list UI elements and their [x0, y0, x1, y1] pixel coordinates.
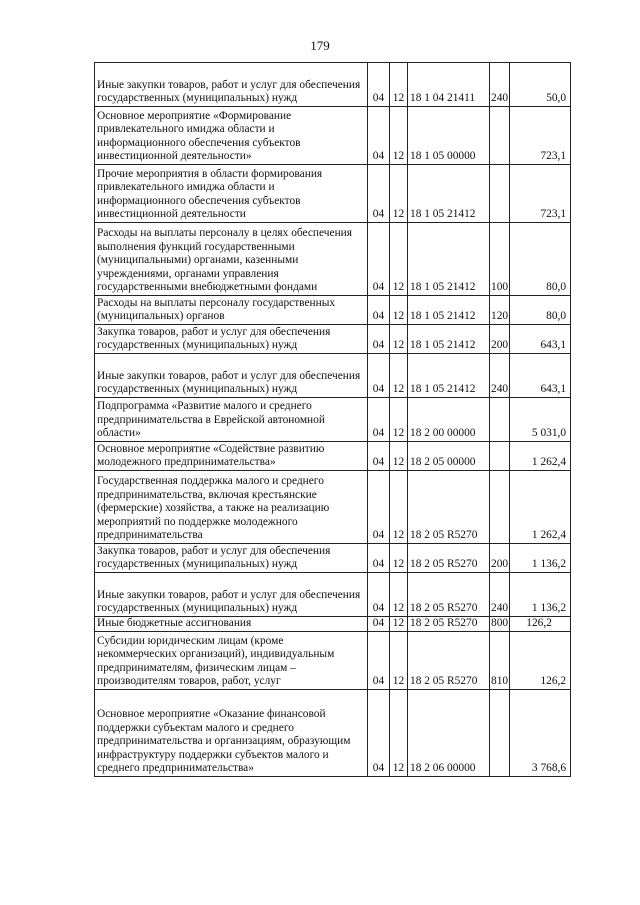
- row-target-code: 18 2 05 R5270: [408, 471, 490, 544]
- table-row: [95, 354, 571, 398]
- row-expense-type: 240: [490, 573, 510, 617]
- table-row: [95, 165, 571, 223]
- row-amount: 126,2: [510, 617, 571, 632]
- row-subsection: 12: [390, 107, 408, 165]
- row-expense-type: 200: [490, 544, 510, 573]
- row-target-code: 18 2 05 R5270: [408, 632, 490, 690]
- table-row: [95, 223, 571, 296]
- row-target-code: 18 1 05 21412: [408, 165, 490, 223]
- row-name: Расходы на выплаты персоналу в целях обеспечения выполнения функций государственными (муниципальными) органами, казенными учреждениями, органами управления государственными внебюджетными фондами: [95, 223, 368, 296]
- row-section: 04: [368, 632, 390, 690]
- table-row: [95, 442, 571, 471]
- table-row: [95, 63, 571, 107]
- row-target-code: 18 2 05 R5270: [408, 544, 490, 573]
- row-section: 04: [368, 325, 390, 354]
- row-amount: 1 262,4: [510, 471, 571, 544]
- row-section: 04: [368, 617, 390, 632]
- row-section: 04: [368, 223, 390, 296]
- row-name: Иные закупки товаров, работ и услуг для обеспечения государственных (муниципальных) нужд: [95, 63, 368, 107]
- row-subsection: 12: [390, 617, 408, 632]
- row-expense-type: 810: [490, 632, 510, 690]
- row-amount: 50,0: [510, 63, 571, 107]
- row-amount: 5 031,0: [510, 398, 571, 442]
- row-subsection: 12: [390, 442, 408, 471]
- row-expense-type: 120: [490, 296, 510, 325]
- table-row: [95, 471, 571, 544]
- row-section: 04: [368, 398, 390, 442]
- row-subsection: 12: [390, 544, 408, 573]
- table-row: [95, 544, 571, 573]
- row-amount: 126,2: [510, 632, 571, 690]
- row-subsection: 12: [390, 223, 408, 296]
- row-subsection: 12: [390, 471, 408, 544]
- row-expense-type: [490, 690, 510, 777]
- row-name: Закупка товаров, работ и услуг для обеспечения государственных (муниципальных) нужд: [95, 325, 368, 354]
- row-section: 04: [368, 573, 390, 617]
- row-section: 04: [368, 354, 390, 398]
- row-target-code: 18 1 05 21412: [408, 354, 490, 398]
- row-subsection: 12: [390, 325, 408, 354]
- row-name: Расходы на выплаты персоналу государственных (муниципальных) органов: [95, 296, 368, 325]
- row-expense-type: [490, 107, 510, 165]
- row-expense-type: [490, 442, 510, 471]
- table-row: [95, 296, 571, 325]
- row-target-code: 18 2 00 00000: [408, 398, 490, 442]
- row-name: Государственная поддержка малого и среднего предпринимательства, включая крестьянские (фермерские) хозяйства, а также на реализацию мероприятий по поддержке молодежного предпринимательства: [95, 471, 368, 544]
- row-section: 04: [368, 296, 390, 325]
- table-row: [95, 632, 571, 690]
- row-expense-type: 200: [490, 325, 510, 354]
- row-section: 04: [368, 471, 390, 544]
- row-expense-type: [490, 471, 510, 544]
- row-expense-type: 800: [490, 617, 510, 632]
- row-expense-type: 240: [490, 354, 510, 398]
- row-amount: 3 768,6: [510, 690, 571, 777]
- row-name: Иные закупки товаров, работ и услуг для обеспечения государственных (муниципальных) нужд: [95, 573, 368, 617]
- table-row: [95, 690, 571, 777]
- budget-table: [94, 62, 571, 777]
- row-target-code: 18 2 05 R5270: [408, 617, 490, 632]
- row-amount: 80,0: [510, 296, 571, 325]
- row-section: 04: [368, 442, 390, 471]
- table-row: [95, 573, 571, 617]
- row-target-code: 18 1 05 21412: [408, 296, 490, 325]
- row-expense-type: 240: [490, 63, 510, 107]
- table-row: [95, 398, 571, 442]
- row-expense-type: [490, 165, 510, 223]
- row-name: Закупка товаров, работ и услуг для обеспечения государственных (муниципальных) нужд: [95, 544, 368, 573]
- row-subsection: 12: [390, 165, 408, 223]
- row-amount: 1 136,2: [510, 544, 571, 573]
- row-subsection: 12: [390, 296, 408, 325]
- row-name: Иные закупки товаров, работ и услуг для обеспечения государственных (муниципальных) нужд: [95, 354, 368, 398]
- row-section: 04: [368, 165, 390, 223]
- row-name: Основное мероприятие «Формирование привлекательного имиджа области и информационного обеспечения субъектов инвестиционной деятельности»: [95, 107, 368, 165]
- row-amount: 723,1: [510, 107, 571, 165]
- row-amount: 1 262,4: [510, 442, 571, 471]
- row-name: Прочие мероприятия в области формирования привлекательного имиджа области и информационного обеспечения субъектов инвестиционной деятельности: [95, 165, 368, 223]
- row-subsection: 12: [390, 632, 408, 690]
- row-name: Субсидии юридическим лицам (кроме некоммерческих организаций), индивидуальным предпринимателям, физическим лицам – производителям товаров, работ, услуг: [95, 632, 368, 690]
- row-amount: 723,1: [510, 165, 571, 223]
- row-subsection: 12: [390, 63, 408, 107]
- table-row: [95, 107, 571, 165]
- row-expense-type: [490, 398, 510, 442]
- row-amount: 1 136,2: [510, 573, 571, 617]
- row-target-code: 18 2 06 00000: [408, 690, 490, 777]
- row-target-code: 18 1 05 21412: [408, 223, 490, 296]
- row-section: 04: [368, 107, 390, 165]
- row-target-code: 18 1 04 21411: [408, 63, 490, 107]
- row-subsection: 12: [390, 354, 408, 398]
- row-name: Основное мероприятие «Оказание финансовой поддержки субъектам малого и среднего предпринимательства и организациям, образующим инфраструктуру поддержки субъектов малого и среднего предпринимательства»: [95, 690, 368, 777]
- row-amount: 80,0: [510, 223, 571, 296]
- row-section: 04: [368, 690, 390, 777]
- row-subsection: 12: [390, 573, 408, 617]
- table-row: [95, 617, 571, 632]
- row-amount: 643,1: [510, 325, 571, 354]
- row-name: Подпрограмма «Развитие малого и среднего предпринимательства в Еврейской автономной области»: [95, 398, 368, 442]
- row-amount: 643,1: [510, 354, 571, 398]
- row-name: Основное мероприятие «Содействие развитию молодежного предпринимательства»: [95, 442, 368, 471]
- row-section: 04: [368, 544, 390, 573]
- page-number: 179: [310, 38, 330, 53]
- row-target-code: 18 2 05 00000: [408, 442, 490, 471]
- row-expense-type: 100: [490, 223, 510, 296]
- row-subsection: 12: [390, 690, 408, 777]
- budget-table-body: [95, 63, 571, 777]
- row-target-code: 18 2 05 R5270: [408, 573, 490, 617]
- row-section: 04: [368, 63, 390, 107]
- row-subsection: 12: [390, 398, 408, 442]
- row-target-code: 18 1 05 00000: [408, 107, 490, 165]
- row-name: Иные бюджетные ассигнования: [95, 617, 368, 632]
- table-row: [95, 325, 571, 354]
- row-target-code: 18 1 05 21412: [408, 325, 490, 354]
